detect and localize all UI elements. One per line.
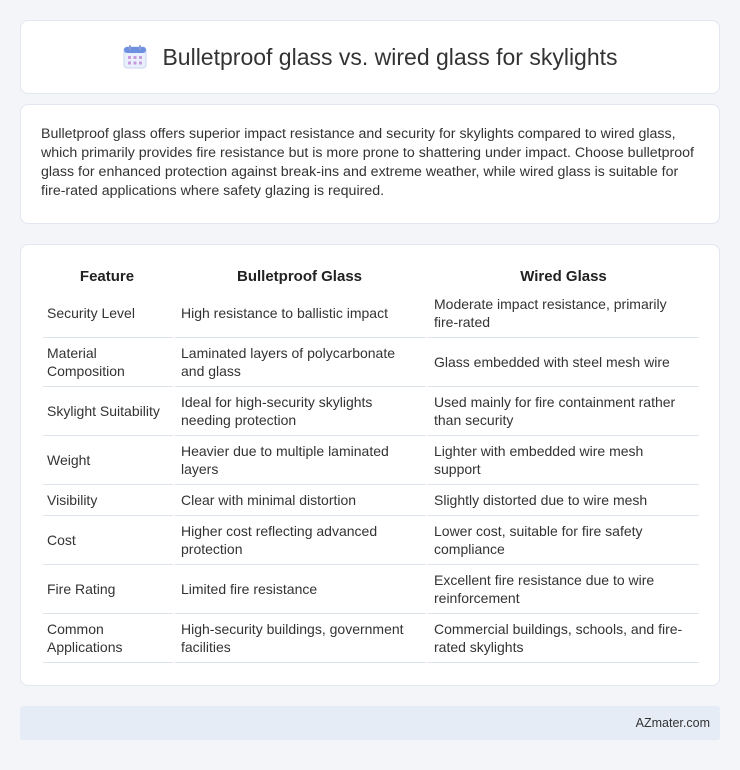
bulletproof-cell: Higher cost reflecting advanced protection <box>175 516 428 565</box>
header-wired-glass: Wired Glass <box>520 268 607 285</box>
feature-cell: Cost <box>43 516 175 565</box>
wired-cell: Moderate impact resistance, primarily fire-rated <box>428 289 699 338</box>
table-row <box>43 565 699 614</box>
wired-cell: Used mainly for fire containment rather than security <box>428 387 699 436</box>
wired-cell: Glass embedded with steel mesh wire <box>428 338 699 387</box>
table-header-row <box>43 265 699 289</box>
feature-cell: Material Composition <box>43 338 175 387</box>
table-row <box>43 516 699 565</box>
footer-brand: AZmater.com <box>635 716 710 730</box>
feature-cell: Visibility <box>43 485 175 516</box>
table-row <box>43 338 699 387</box>
wired-cell: Lower cost, suitable for fire safety compliance <box>428 516 699 565</box>
table-row <box>43 387 699 436</box>
calendar-icon <box>122 44 148 70</box>
footer <box>20 706 720 740</box>
bulletproof-cell: Ideal for high-security skylights needing protection <box>175 387 428 436</box>
bulletproof-cell: High resistance to ballistic impact <box>175 289 428 338</box>
table-row <box>43 436 699 485</box>
feature-cell: Skylight Suitability <box>43 387 175 436</box>
bulletproof-cell: Laminated layers of polycarbonate and glass <box>175 338 428 387</box>
header-feature: Feature <box>43 265 175 289</box>
feature-cell: Security Level <box>43 289 175 338</box>
page-title: Bulletproof glass vs. wired glass for skylights <box>162 43 618 70</box>
wired-cell: Excellent fire resistance due to wire reinforcement <box>428 565 699 614</box>
feature-cell: Weight <box>43 436 175 485</box>
feature-cell: Fire Rating <box>43 565 175 614</box>
wired-cell: Commercial buildings, schools, and fire-rated skylights <box>428 614 699 663</box>
comparison-table <box>43 265 699 663</box>
table-card <box>20 244 720 686</box>
intro-card <box>20 104 720 224</box>
table-row <box>43 614 699 663</box>
header-card <box>20 20 720 94</box>
bulletproof-cell: Heavier due to multiple laminated layers <box>175 436 428 485</box>
table-row <box>43 289 699 338</box>
bulletproof-cell: Limited fire resistance <box>175 565 428 614</box>
wired-cell: Lighter with embedded wire mesh support <box>428 436 699 485</box>
header-bulletproof-glass: Bulletproof Glass <box>175 265 428 289</box>
feature-cell: Common Applications <box>43 614 175 663</box>
intro-paragraph: Bulletproof glass offers superior impact resistance and security for skylights compared to wired glass, which primarily provides fire resistance but is more prone to shattering under impact. Choose bulletproof glass for enhanced protection against break-ins and extreme weather, while wired glass is suitable for fire-rated applications where safety glazing is required. <box>41 126 694 199</box>
header <box>122 44 617 71</box>
table-row <box>43 485 699 516</box>
wired-cell: Slightly distorted due to wire mesh <box>428 485 699 516</box>
bulletproof-cell: High-security buildings, government facilities <box>175 614 428 663</box>
bulletproof-cell: Clear with minimal distortion <box>175 485 428 516</box>
